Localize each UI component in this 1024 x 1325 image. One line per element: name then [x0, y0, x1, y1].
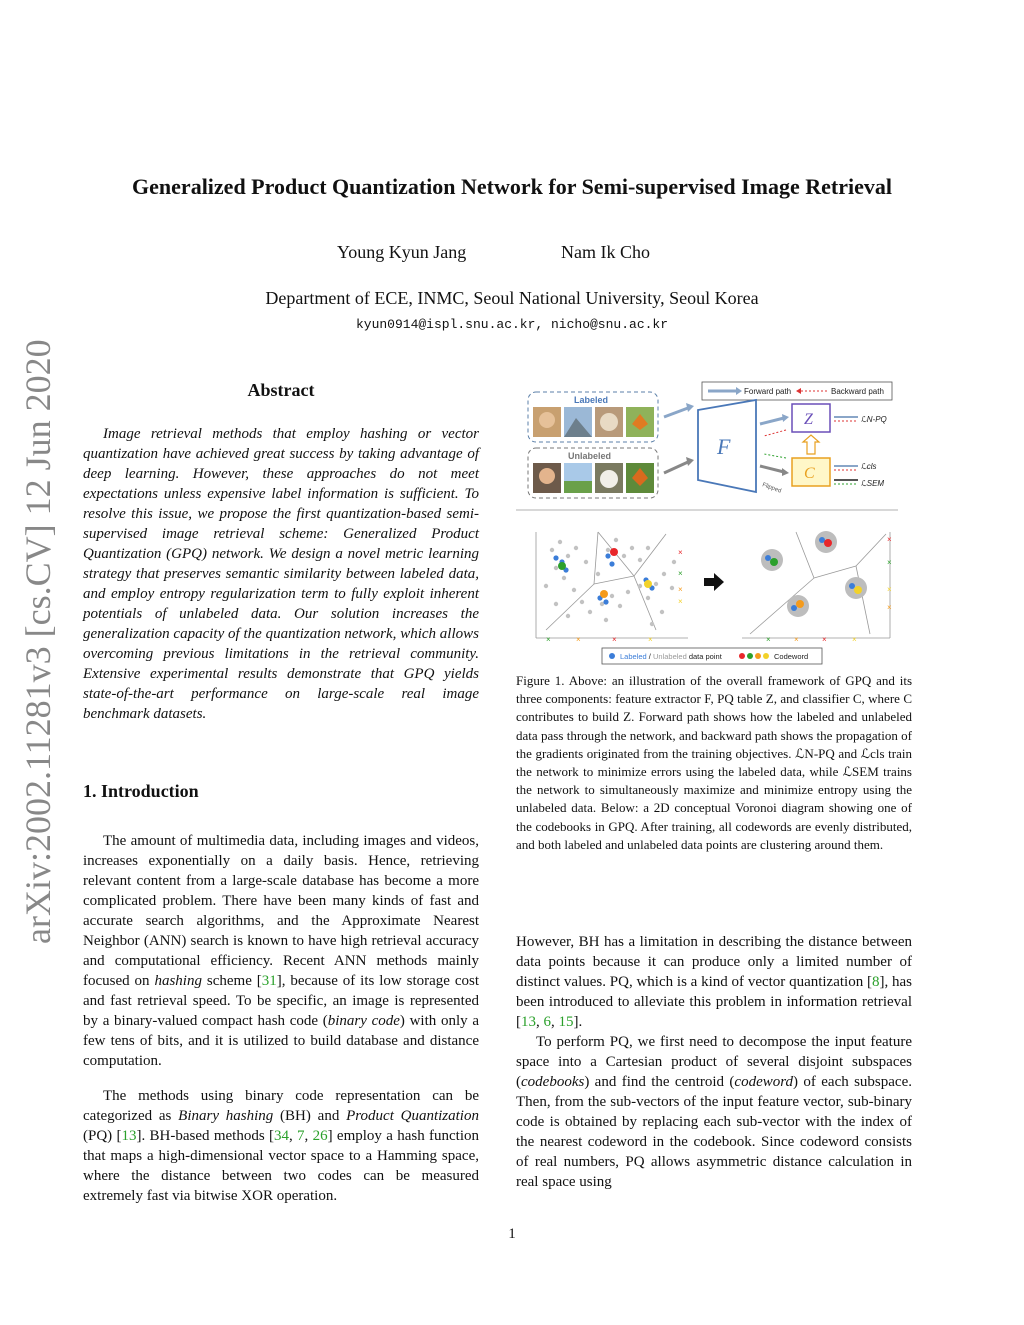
svg-text:×: ×	[794, 635, 799, 644]
classifier-label: C	[804, 465, 815, 482]
svg-text:×: ×	[612, 635, 617, 644]
introduction-heading: 1. Introduction	[83, 781, 199, 801]
figure-1	[516, 380, 912, 666]
transition-arrow-icon	[704, 573, 724, 591]
svg-text:×: ×	[822, 635, 827, 644]
feature-extractor-label: F	[717, 434, 731, 459]
svg-text:×: ×	[678, 585, 683, 594]
bottom-codeword-label: Codeword	[774, 652, 809, 661]
legend-backward-label: Backward path	[831, 387, 884, 396]
loss-npq-label: ℒN-PQ	[861, 415, 887, 424]
paper-title: Generalized Product Quantization Network for Semi-supervised Image Retrieval	[132, 174, 892, 199]
codeword-green	[558, 562, 566, 570]
voronoi-after	[742, 532, 890, 638]
abstract-heading: Abstract	[247, 380, 315, 400]
abstract-body: Image retrieval methods that employ hashing or vector quantization have achieved great success by taking advantage of deep learning. However, these approaches do not meet expectations unless expensive label information is sufficient. To resolve this issue, we propose the first quantization-based semi-supervised image retrieval scheme: Generalized Product Quantization (GPQ) network. We design a novel metric learning strategy that preserves semantic similarity between labeled data, and employ entropy regularization term to fully exploit inherent potentials of unlabeled data. Our solution increases the generalization capacity of the quantization network, which allows overcoming previous limitations in the retrieval community. Extensive experimental results demonstrate that GPQ yields state-of-the-art performance on large-scale real image benchmark datasets.	[83, 426, 479, 722]
citation-link[interactable]: 8	[871, 974, 880, 990]
svg-text:×: ×	[887, 535, 892, 544]
right-column-body	[516, 932, 912, 1192]
citation-link[interactable]: 31	[261, 973, 277, 989]
introduction-body	[83, 816, 479, 1221]
flipped-label: Flipped	[761, 482, 782, 495]
codeword-red	[610, 548, 618, 556]
citation-link[interactable]: 15	[558, 1014, 574, 1030]
svg-text:×: ×	[887, 603, 892, 612]
codeword-orange	[600, 590, 608, 598]
codeword-yellow	[644, 580, 652, 588]
author-1: Young Kyun Jang	[337, 242, 467, 262]
svg-text:×: ×	[678, 597, 683, 606]
svg-text:×: ×	[648, 635, 653, 644]
svg-text:×: ×	[576, 635, 581, 644]
clusters-after	[761, 531, 867, 617]
loss-sem-label: ℒSEM	[861, 479, 885, 488]
bottom-unlabeled-label: Unlabeled	[652, 652, 687, 661]
svg-text:×: ×	[852, 635, 857, 644]
svg-text:×: ×	[678, 548, 683, 557]
legend-forward-label: Forward path	[744, 387, 792, 396]
citation-link[interactable]: 26	[312, 1128, 328, 1144]
citation-link[interactable]: 6	[543, 1014, 551, 1030]
svg-text:×: ×	[766, 635, 771, 644]
intro-paragraph-2: The methods using binary code representation can be categorized as Binary hashing (BH) and Product Quantization (PQ) [13]. BH-based methods [34, 7, 26] employ a hash function that maps a high-dimensional vector space to a Hamming space, where the distance between two codes can be measured extremely fast via bitwise XOR operation.	[83, 1088, 479, 1204]
citation-link[interactable]: 7	[297, 1128, 305, 1144]
voronoi-before	[536, 532, 688, 638]
unlabeled-label: Unlabeled	[568, 451, 612, 461]
figure-caption: Figure 1. Above: an illustration of the overall framework of GPQ and its three components: feature extractor F, PQ table Z, and classifier C, where C contributes to build Z. Forward path shows how the labeled and unlabeled data pass through the network, and backward path shows the propagation of the gradients originated from the training objectives. ℒN-PQ and ℒcls train the network to minimize errors using the labeled data, while ℒSEM trains the network to simultaneously maximize and minimize entropy using the unlabeled data. Below: a 2D conceptual Voronoi diagram showing one of the codebooks in GPQ. After training, all codewords are evenly distributed, and both labeled and unlabeled data points are clustering around them.	[516, 673, 912, 852]
svg-text:×: ×	[678, 569, 683, 578]
labeled-label: Labeled	[574, 395, 609, 405]
svg-text:×: ×	[546, 635, 551, 644]
right-paragraph-2: To perform PQ, we first need to decompose the input feature space into a Cartesian product of several disjoint subspaces (codebooks) and find the centroid (codeword) of each subspace. Then, from the sub-vectors of the input feature vector, sub-binary code is obtained by replacing each sub-vector with the index of the nearest codeword in the codebook. Since codeword consists of real numbers, PQ allows asymmetric distance calculation in real space using	[516, 1034, 912, 1190]
affiliation: Department of ECE, INMC, Seoul National University, Seoul Korea	[265, 288, 759, 308]
loss-cls-label: ℒcls	[861, 462, 877, 471]
svg-text:Labeled / Unlabeled data point: Labeled / Unlabeled data point	[620, 652, 722, 661]
citation-link[interactable]: 13	[521, 1014, 536, 1030]
svg-text:×: ×	[887, 558, 892, 567]
arxiv-identifier: arXiv:2002.11281v3 [cs.CV] 12 Jun 2020	[18, 339, 58, 944]
bottom-labeled-label: Labeled	[620, 652, 647, 661]
pq-table-label: Z	[804, 411, 813, 428]
author-2: Nam Ik Cho	[561, 242, 650, 262]
citation-link[interactable]: 34	[273, 1128, 289, 1144]
page-number: 1	[508, 1226, 516, 1242]
svg-text:×: ×	[887, 585, 892, 594]
right-paragraph-1: However, BH has a limitation in describing the distance between data points because it can produce only a limited number of distinct values. PQ, which is a kind of vector quantization [8], has been introduced to alleviate this problem in information retrieval [13, 6, 15].	[516, 934, 912, 1030]
author-emails: kyun0914@ispl.snu.ac.kr, nicho@snu.ac.kr	[355, 317, 669, 332]
citation-link[interactable]: 13	[121, 1128, 137, 1144]
intro-paragraph-1: The amount of multimedia data, including images and videos, increases exponentially on a daily basis. Hence, retrieving relevant content from a large-scale database has become a more complicated problem. There have been many kinds of fast and accurate search algorithms, and the Approximate Nearest Neighbor (ANN) search is known to have high retrieval accuracy and computational efficiency. Recent ANN methods mainly focused on hashing scheme [31], because of its low storage cost and fast retrieval speed. To be specific, an image is represented by a binary-valued compact hash code (binary code) with only a few tens of bits, and it is utilized to build database and distance computation.	[83, 833, 479, 1069]
